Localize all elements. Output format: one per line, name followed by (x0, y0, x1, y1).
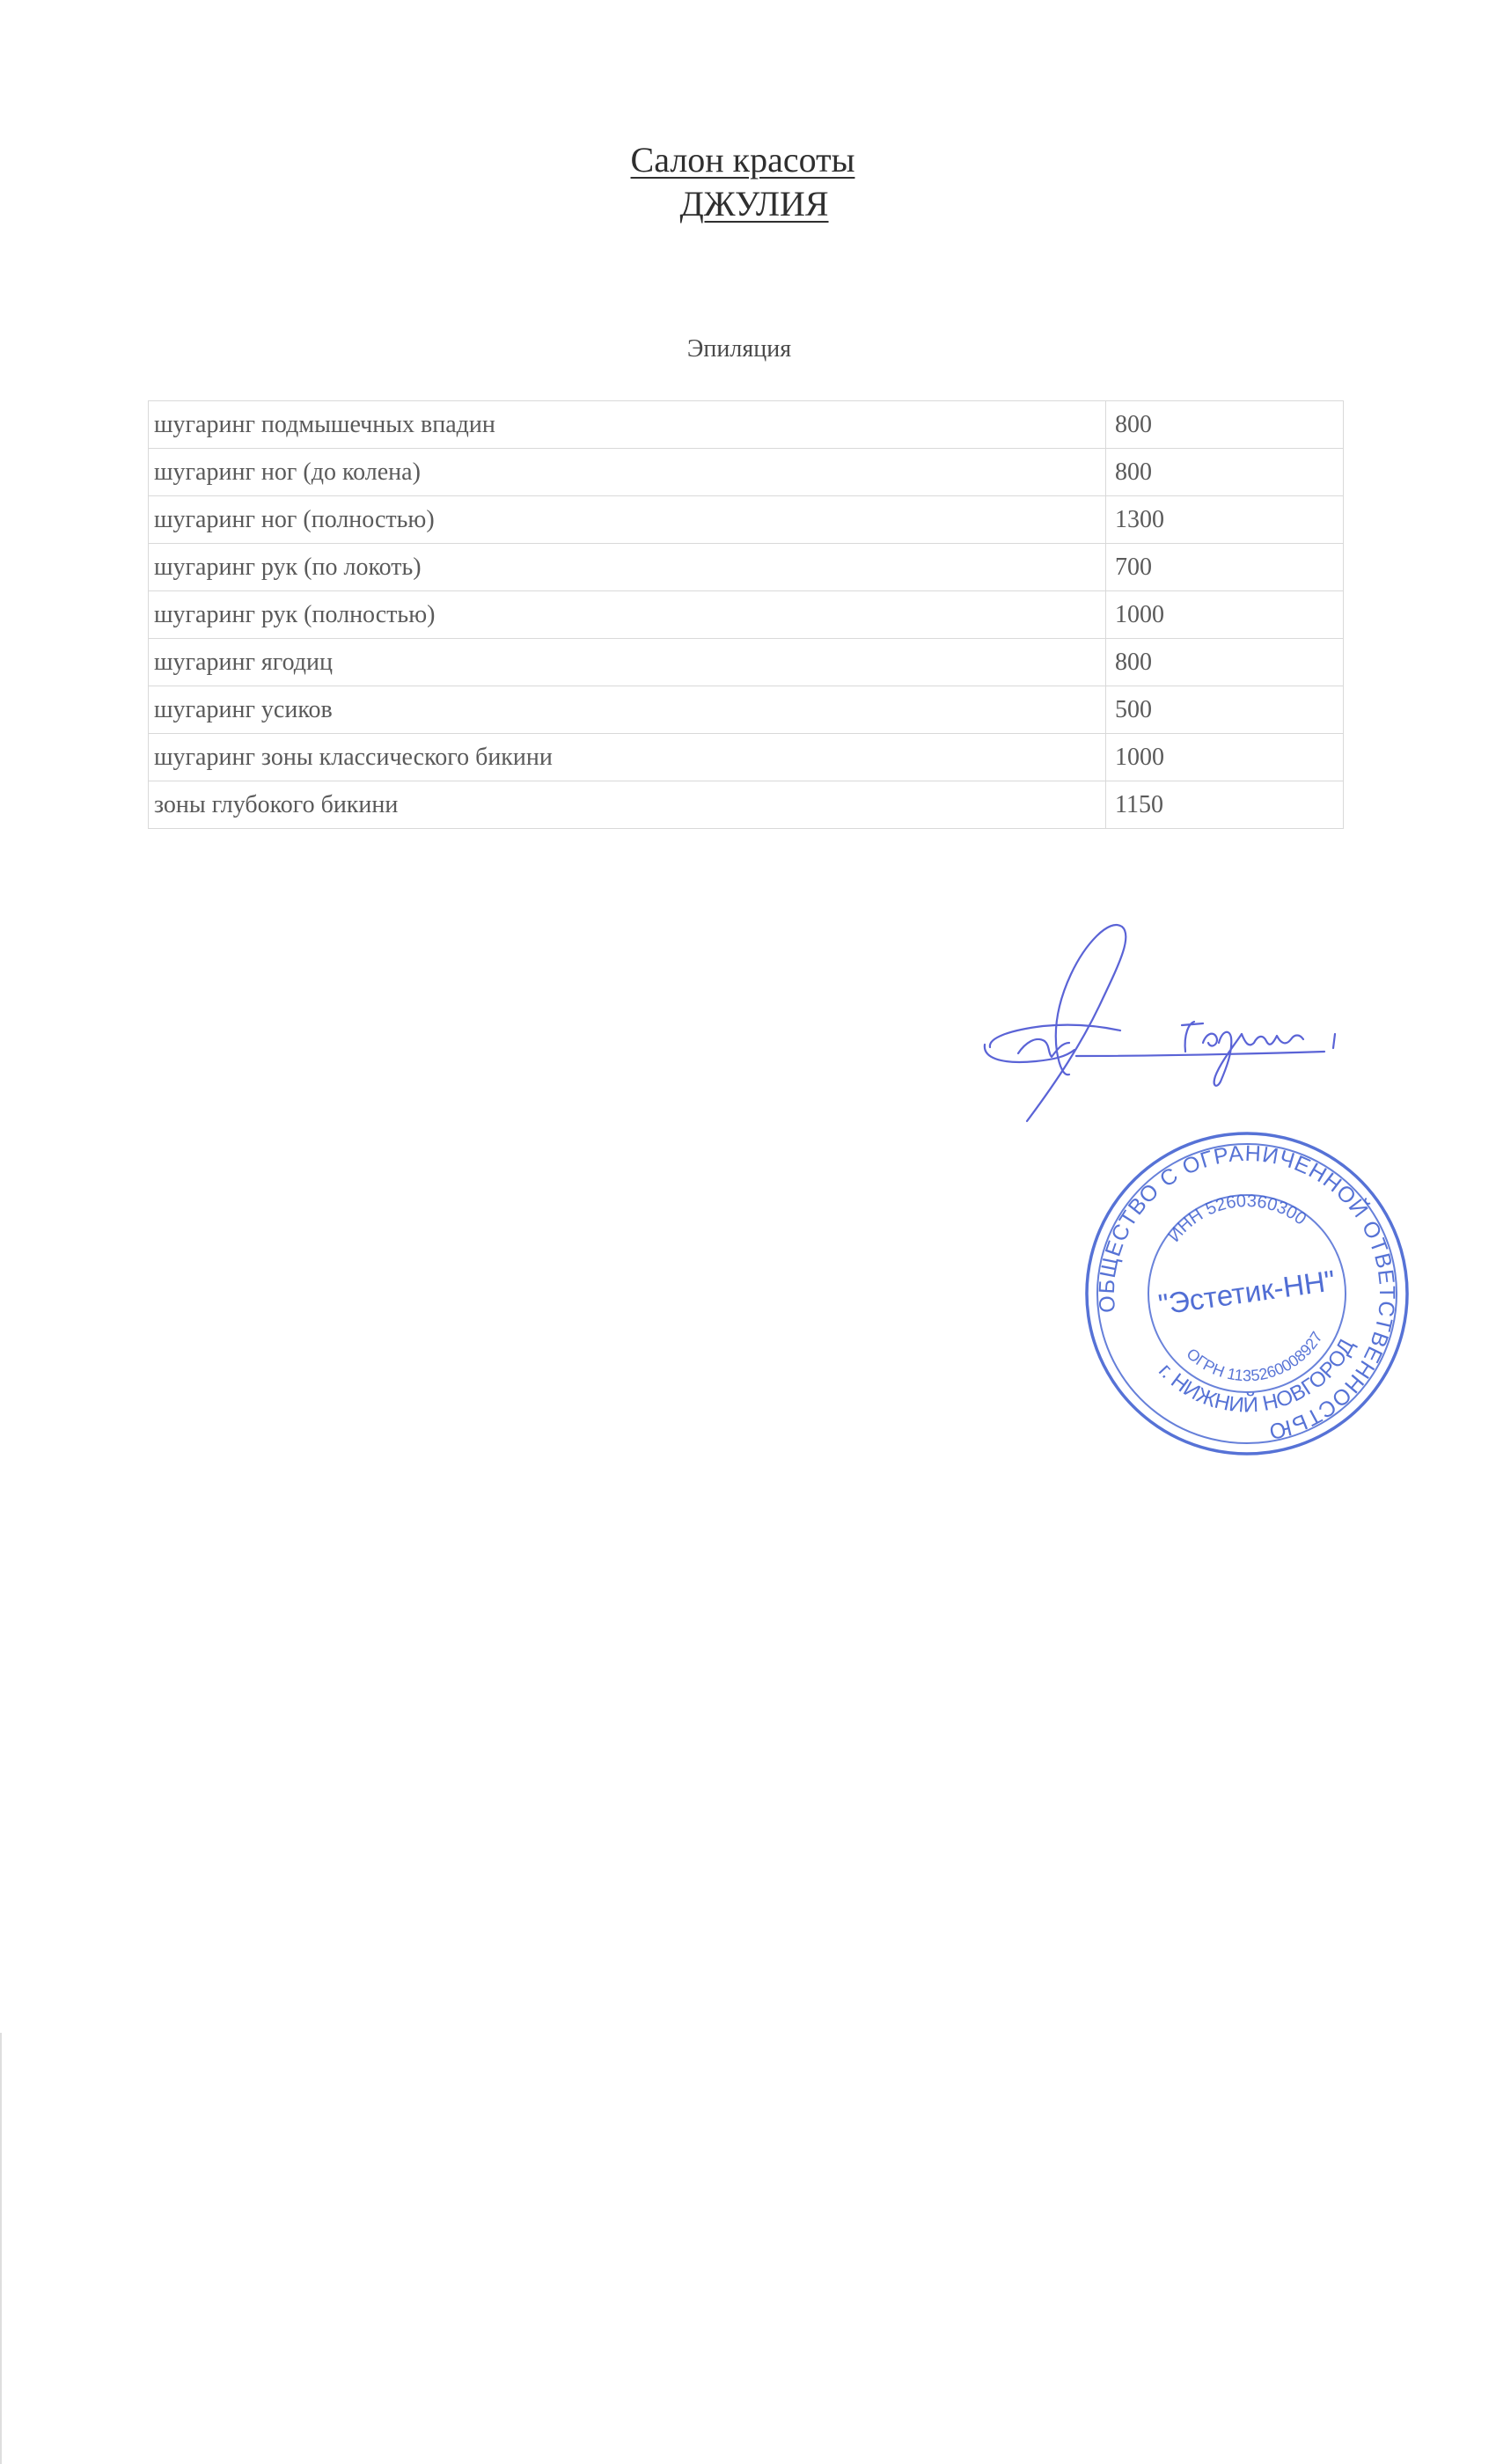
scan-edge-line (0, 2033, 2, 2464)
service-name: шугаринг ног (полностью) (149, 496, 1106, 544)
stamp-ogrn: ОГРН 1135260008927 (1183, 1328, 1326, 1385)
stamp-inn: ИНН 5260360300 (1164, 1191, 1310, 1246)
service-price: 1000 (1106, 591, 1344, 639)
signature-image (972, 902, 1342, 1157)
salon-title: Салон красоты (630, 140, 855, 180)
table-row (149, 449, 1344, 496)
service-price: 1150 (1106, 781, 1344, 829)
table-row (149, 734, 1344, 781)
table-row (149, 401, 1344, 449)
service-name: зоны глубокого бикини (149, 781, 1106, 829)
service-name: шугаринг подмышечных впадин (149, 401, 1106, 449)
service-price: 1300 (1106, 496, 1344, 544)
service-price: 800 (1106, 401, 1344, 449)
svg-text:ИНН 5260360300 (1160, 1182, 1311, 1247)
service-price: 800 (1106, 449, 1344, 496)
stamp-city-text: г. НИЖНИЙ НОВГОРОД (1154, 1335, 1360, 1418)
service-name: шугаринг ног (до колена) (149, 449, 1106, 496)
table-row (149, 496, 1344, 544)
salon-brand-name: ДЖУЛИЯ (679, 184, 829, 224)
company-stamp (1075, 1122, 1419, 1465)
table-row (149, 686, 1344, 734)
service-name: шугаринг рук (полностью) (149, 591, 1106, 639)
stamp-outer-text: ОБЩЕСТВО С ОГРАНИЧЕННОЙ ОТВЕТСТВЕННОСТЬЮ (1094, 1140, 1400, 1445)
service-price: 800 (1106, 639, 1344, 686)
service-price: 500 (1106, 686, 1344, 734)
table-row (149, 591, 1344, 639)
table-row (149, 639, 1344, 686)
service-name: шугаринг рук (по локоть) (149, 544, 1106, 591)
service-name: шугаринг ягодиц (149, 639, 1106, 686)
service-name: шугаринг зоны классического бикини (149, 734, 1106, 781)
table-row (149, 781, 1344, 829)
stamp-company-name: "Эстетик-НН" (1156, 1264, 1338, 1321)
service-price: 700 (1106, 544, 1344, 591)
service-price: 1000 (1106, 734, 1344, 781)
document-header (0, 139, 1496, 225)
table-row (149, 544, 1344, 591)
section-title: Эпиляция (686, 335, 792, 363)
service-name: шугаринг усиков (149, 686, 1106, 734)
price-table (148, 400, 1344, 829)
